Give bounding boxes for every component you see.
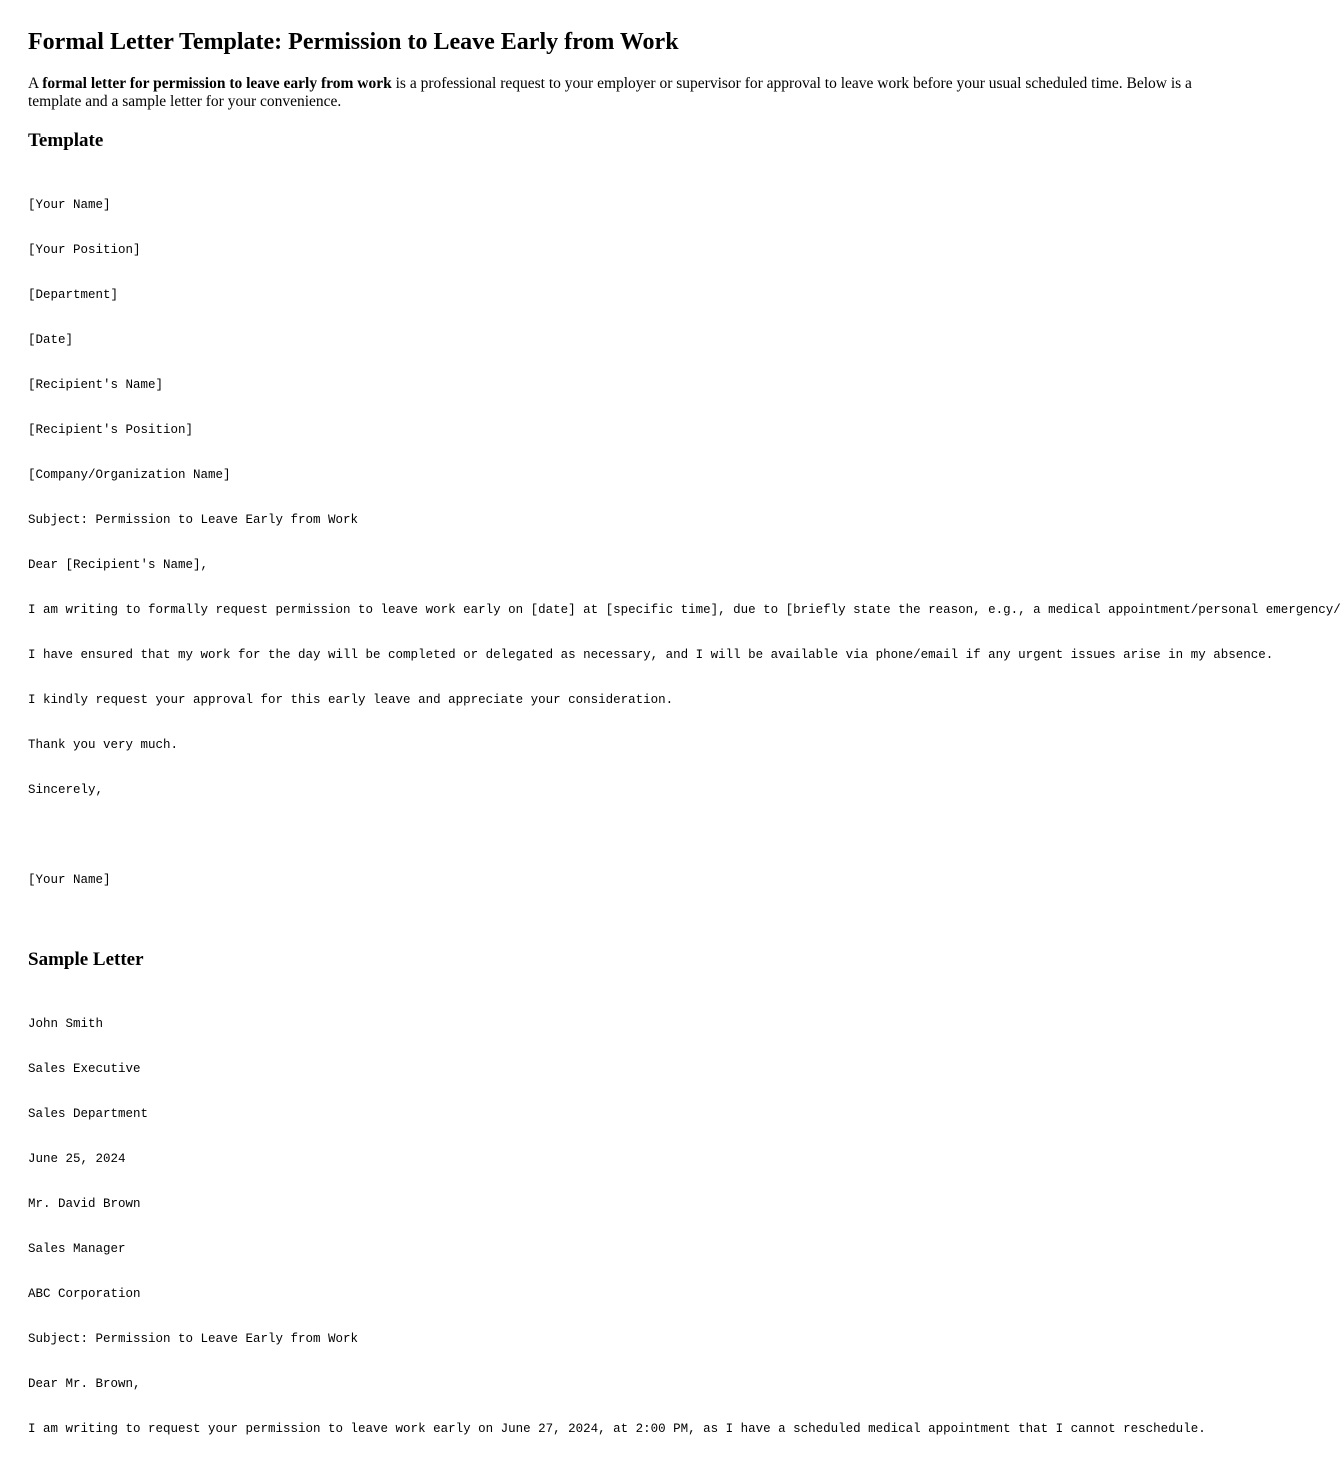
sample-line: Sales Executive — [28, 1062, 141, 1076]
sample-line: Sales Manager — [28, 1242, 126, 1256]
template-line: [Department] — [28, 288, 119, 302]
sample-line: Mr. David Brown — [28, 1197, 141, 1211]
template-line — [28, 828, 1278, 843]
sample-letter — [28, 987, 1278, 1467]
sample-line: June 25, 2024 — [28, 1152, 126, 1166]
template-heading: Template — [28, 130, 104, 151]
template-line: [Your Name] — [28, 198, 111, 212]
template-line: [Your Name] — [28, 873, 111, 887]
sample-line: I am writing to request your permission to leave work early on June 27, 2024, at 2:00 PM, as I have a scheduled medical appointment that I cannot reschedule. — [28, 1422, 1206, 1436]
template-line: I have ensured that my work for the day will be completed or delegated as necessary, and I will be available via phone/email if any urgent issues arise in my absence. — [28, 648, 1274, 662]
intro-prefix: A — [28, 75, 43, 92]
template-line: I kindly request your approval for this early leave and appreciate your consideration. — [28, 693, 674, 707]
template-line: [Company/Organization Name] — [28, 468, 231, 482]
sample-line: Sales Department — [28, 1107, 149, 1121]
intro-bold-phrase: formal letter for permission to leave early from work — [42, 75, 392, 92]
template-line: I am writing to formally request permission to leave work early on [date] at [specific time], due to [briefly state the reason, e.g., a medical appointment/personal emergency/ — [28, 603, 1341, 617]
sample-line: John Smith — [28, 1017, 104, 1031]
intro-paragraph — [28, 75, 1243, 111]
sample-line: ABC Corporation — [28, 1287, 141, 1301]
template-line: [Recipient's Position] — [28, 423, 194, 437]
document-page — [0, 29, 1341, 1467]
intro-suffix: is a professional request to your employer or supervisor for approval to leave work before your usual scheduled time. Below is a template and a sample letter for your convenience. — [28, 75, 1192, 110]
template-line: [Your Position] — [28, 243, 141, 257]
template-line: Dear [Recipient's Name], — [28, 558, 209, 572]
sample-line: Dear Mr. Brown, — [28, 1377, 141, 1391]
template-line: Subject: Permission to Leave Early from Work — [28, 513, 359, 527]
template-line: [Recipient's Name] — [28, 378, 164, 392]
template-line: Thank you very much. — [28, 738, 179, 752]
template-line: [Date] — [28, 333, 74, 347]
template-line: Sincerely, — [28, 783, 104, 797]
page-title: Formal Letter Template: Permission to Leave Early from Work — [28, 29, 679, 55]
sample-line: Subject: Permission to Leave Early from Work — [28, 1332, 359, 1346]
template-letter — [28, 168, 1341, 918]
sample-heading: Sample Letter — [28, 949, 144, 970]
